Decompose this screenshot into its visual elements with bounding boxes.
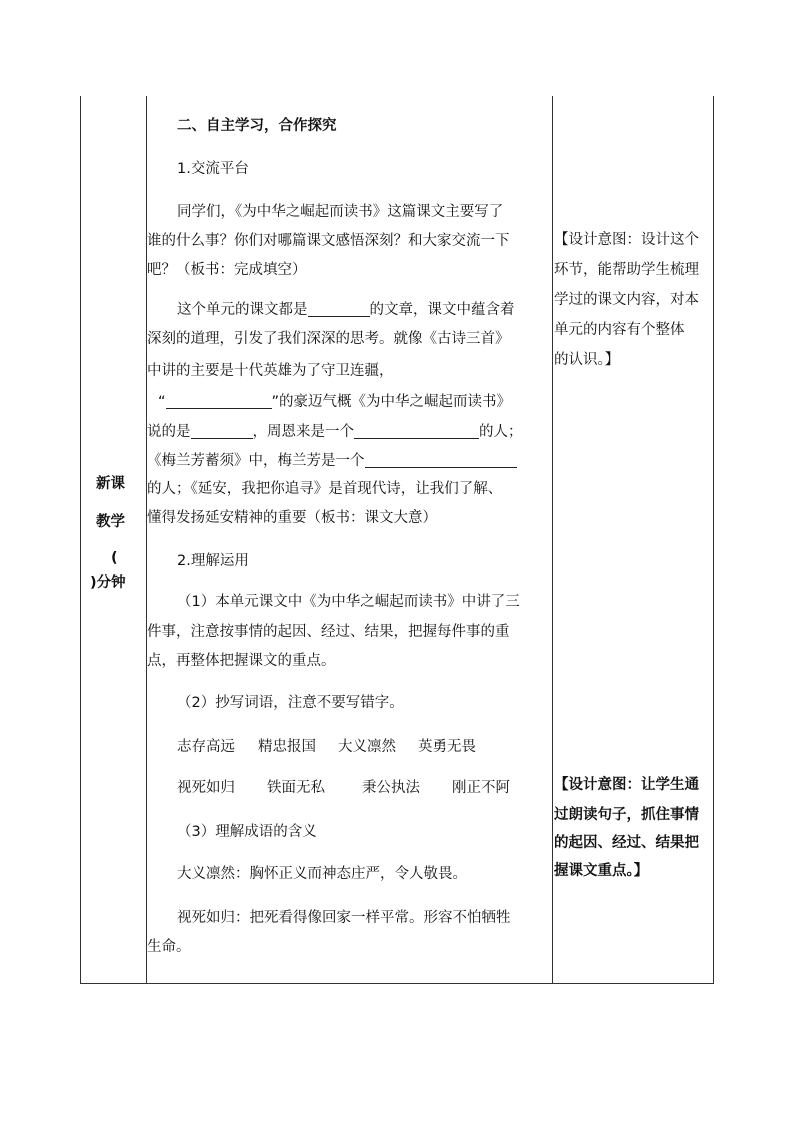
fill-text: 说的是 [147,424,191,440]
fill-text: 的人； [479,424,523,440]
fill-blank[interactable] [365,453,517,468]
design-note-1-line5: 的认识。】 [554,352,620,368]
table-divider-2 [552,96,553,984]
paragraph-1-line3: 吧？（板书：完成填空） [147,262,307,278]
design-note-1-line4: 单元的内容有个整体 [554,322,685,338]
paragraph-7-line1: 视死如归：把死看得像回家一样平常。形容不怕牺牲 [177,910,511,926]
table-divider-1 [146,96,147,984]
stage-label-line3: ( [111,550,118,566]
paragraph-3-line2: 件事，注意按事情的起因、经过、结果，把握每件事的重 [147,624,510,640]
word-item: 精忠报国 [258,739,316,755]
paragraph-2-line1 [177,302,515,318]
fill-blank[interactable] [354,424,479,439]
fill-text: ，周恩来是一个 [252,424,354,440]
paragraph-1-line2: 谁的什么事？你们对哪篇课文感悟深刻？和大家交流一下 [147,233,510,249]
word-item: 大义凛然 [338,739,396,755]
fill-text: ”的豪迈气概《为中华之崛起而读书》 [271,394,512,410]
fill-blank[interactable] [166,394,272,409]
paragraph-3-line1: （1）本单元课文中《为中华之崛起而读书》中讲了三 [177,594,520,610]
stage-label-line1: 新课 [96,476,125,492]
paragraph-2-line3: 中讲的主要是十代英雄为了守卫连疆， [147,363,394,379]
word-item: 视死如归 [177,780,235,796]
paragraph-6: 大义凛然：胸怀正义而神态庄严，令人敬畏。 [177,866,467,882]
fill-text: 《梅兰芳蓄须》中，梅兰芳是一个 [147,453,365,469]
stage-label-line4: )分钟 [90,575,126,591]
paragraph-7-line2: 生命。 [147,939,191,955]
design-note-1-line1: 【设计意图：设计这个 [554,232,699,248]
section-heading: 二、自主学习，合作探究 [177,118,337,134]
table-border-left [80,96,81,984]
paragraph-2-line5 [147,424,523,440]
paragraph-2-line6 [147,453,517,469]
design-note-1-line3: 学过的课文内容，对本 [554,292,699,308]
design-note-2-line2: 过朗读句子，抓住事情 [554,807,699,823]
word-item: 秉公执法 [362,780,420,796]
paragraph-4: （2）抄写词语，注意不要写错字。 [177,695,404,711]
stage-label-line2: 教学 [96,514,125,530]
design-note-2-line3: 的起因、经过、结果把 [554,835,699,851]
word-item: 刚正不阿 [452,780,510,796]
design-note-2-line1: 【设计意图：让学生通 [554,777,699,793]
fill-text: 的文章，课文中蕴含着 [369,302,515,318]
paragraph-5: （3）理解成语的含义 [177,824,317,840]
fill-text: “ [158,394,166,410]
table-border-right [713,96,714,984]
paragraph-3-line3: 点，再整体把握课文的重点。 [147,653,336,669]
paragraph-2-line2: 深刻的道理，引发了我们深深的思考。就像《古诗三首》 [147,331,510,347]
paragraph-2-line8: 懂得发扬延安精神的重要（板书：课文大意） [147,510,437,526]
table-border-bottom [80,983,714,984]
paragraph-2-line7: 的人；《延安，我把你追寻》是首现代诗，让我们了解、 [147,481,503,497]
word-item: 铁面无私 [267,780,325,796]
word-item: 英勇无畏 [418,739,476,755]
word-item: 志存高远 [177,739,235,755]
paragraph-2-line4 [158,394,511,410]
fill-blank[interactable] [308,302,370,317]
fill-text: 这个单元的课文都是 [177,302,308,318]
design-note-1-line2: 环节，能帮助学生梳理 [554,262,699,278]
paragraph-1-line1: 同学们，《为中华之崛起而读书》这篇课文主要写了 [177,204,504,220]
subsection-title-apply: 2.理解运用 [177,553,249,569]
design-note-2-line4: 握课文重点。】 [554,863,649,879]
fill-blank[interactable] [191,424,253,439]
subsection-title-exchange: 1.交流平台 [177,161,249,177]
